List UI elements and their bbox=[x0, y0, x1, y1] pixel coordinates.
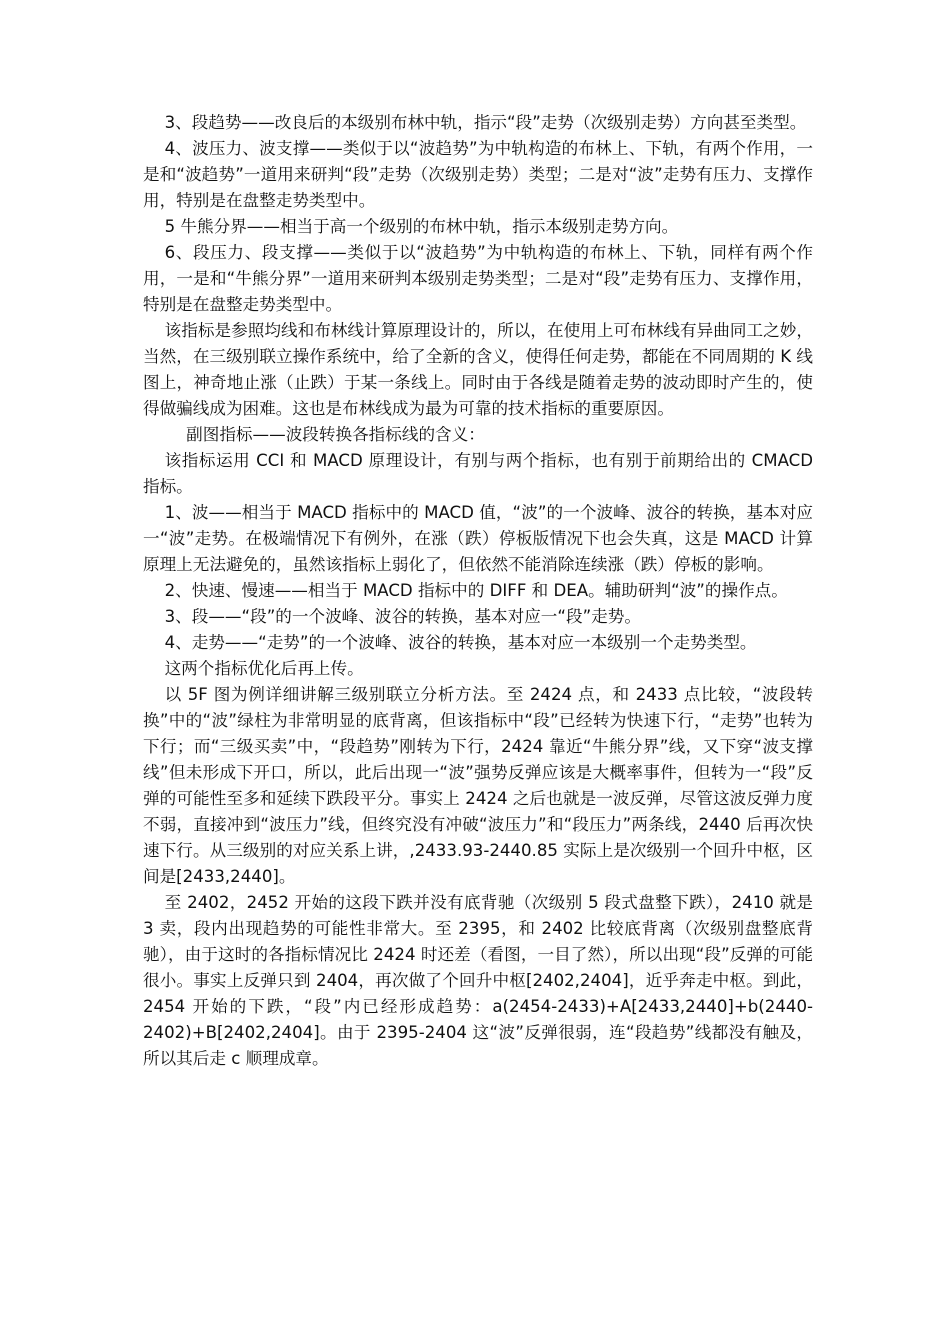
paragraph-segment-trend: 3、段趋势——改良后的本级别布林中轨，指示“段”走势（次级别走势）方向甚至类型。 bbox=[164, 113, 807, 132]
paragraph-wave-macd: 1、波——相当于 MACD 指标中的 MACD 值，“波”的一个波峰、波谷的转换，基本对应一“波”走势。在极端情况下有例外，在涨（跌）停板版情况下也会失真，这是 MACD 计算原理上无法避免的，虽然该指标上弱化了，但依然不能消除连续涨（跌）停板的影响。 bbox=[143, 503, 813, 574]
paragraph-segment-pressure-support: 6、段压力、段支撑——类似于以“波趋势”为中轨构造的布林上、下轨，同样有两个作用，一是和“牛熊分界”一道用来研判本级别走势类型；二是对“段”走势有压力、支撑作用，特别是在盘整走势类型中。 bbox=[143, 243, 813, 314]
paragraph-cci-macd-intro: 该指标运用 CCI 和 MACD 原理设计，有别与两个指标，也有别于前期给出的 CMACD 指标。 bbox=[143, 451, 813, 496]
paragraph-trend: 4、走势——“走势”的一个波峰、波谷的转换，基本对应一本级别一个走势类型。 bbox=[164, 633, 757, 652]
paragraph-5f-analysis: 以 5F 图为例详细讲解三级别联立分析方法。至 2424 点，和 2433 点比较，“波段转换”中的“波”绿柱为非常明显的底背离，但该指标中“段”已经转为快速下行，“走势”也转为下行；而“三级买卖”中，“段趋势”刚转为下行，2424 靠近“牛熊分界”线，又下穿“波支撑线”但未形成下开口，所以，此后出现一“波”强势反弹应该是大概率事件，但转为一“段”反弹的可能性至多和延续下跌段平分。事实上 2424 之后也就是一波反弹，尽管这波反弹力度不弱，直接冲到“波压力”线，但终究没有冲破“波压力”和“段压力”两条线，2440 后再次快速下行。从三级别的对应关系上讲，,2433.93-2440.85 实际上是次级别一个回升中枢，区间是[2433,2440]。 bbox=[143, 685, 813, 886]
paragraph-subchart-heading: 副图指标——波段转换各指标线的含义： bbox=[186, 425, 485, 444]
paragraph-indicator-principle: 该指标是参照均线和布林线计算原理设计的，所以，在使用上可布林线有异曲同工之妙，当然，在三级别联立操作系统中，给了全新的含义，使得任何走势，都能在不同周期的 K 线图上，神奇地止涨（止跌）于某一条线上。同时由于各线是随着走势的波动即时产生的，使得做骗线成为困难。这也是布林线成为最为可靠的技术指标的重要原因。 bbox=[143, 321, 813, 418]
paragraph-fast-slow: 2、快速、慢速——相当于 MACD 指标中的 DIFF 和 DEA。辅助研判“波”的操作点。 bbox=[164, 581, 788, 600]
paragraph-wave-pressure-support: 4、波压力、波支撑——类似于以“波趋势”为中轨构造的布林上、下轨，有两个作用，一是和“波趋势”一道用来研判“段”走势（次级别走势）类型；二是对“波”走势有压力、支撑作用，特别是在盘整走势类型中。 bbox=[143, 139, 813, 210]
paragraph-bull-bear-line: 5 牛熊分界——相当于高一个级别的布林中轨，指示本级别走势方向。 bbox=[164, 217, 679, 236]
document-page bbox=[143, 110, 813, 1072]
paragraph-segment: 3、段——“段”的一个波峰、波谷的转换，基本对应一“段”走势。 bbox=[164, 607, 641, 626]
paragraph-2402-analysis: 至 2402，2452 开始的这段下跌并没有底背驰（次级别 5 段式盘整下跌），2410 就是 3 卖，段内出现趋势的可能性非常大。至 2395，和 2402 比较底背离（次级别盘整底背驰），由于这时的各指标情况比 2424 时还差（看图，一目了然），所以出现“段”反弹的可能很小。事实上反弹只到 2404，再次做了个回升中枢[2402,2404]，近乎奔走中枢。到此，2454 开始的下跌，“段”内已经形成趋势：a(2454-2433)+A[2433,2440]+b(2440-2402)+B[2402,2404]。由于 2395-2404 这“波”反弹很弱，连“段趋势”线都没有触及，所以其后走 c 顺理成章。 bbox=[143, 893, 813, 1068]
paragraph-upload-note: 这两个指标优化后再上传。 bbox=[164, 659, 364, 678]
